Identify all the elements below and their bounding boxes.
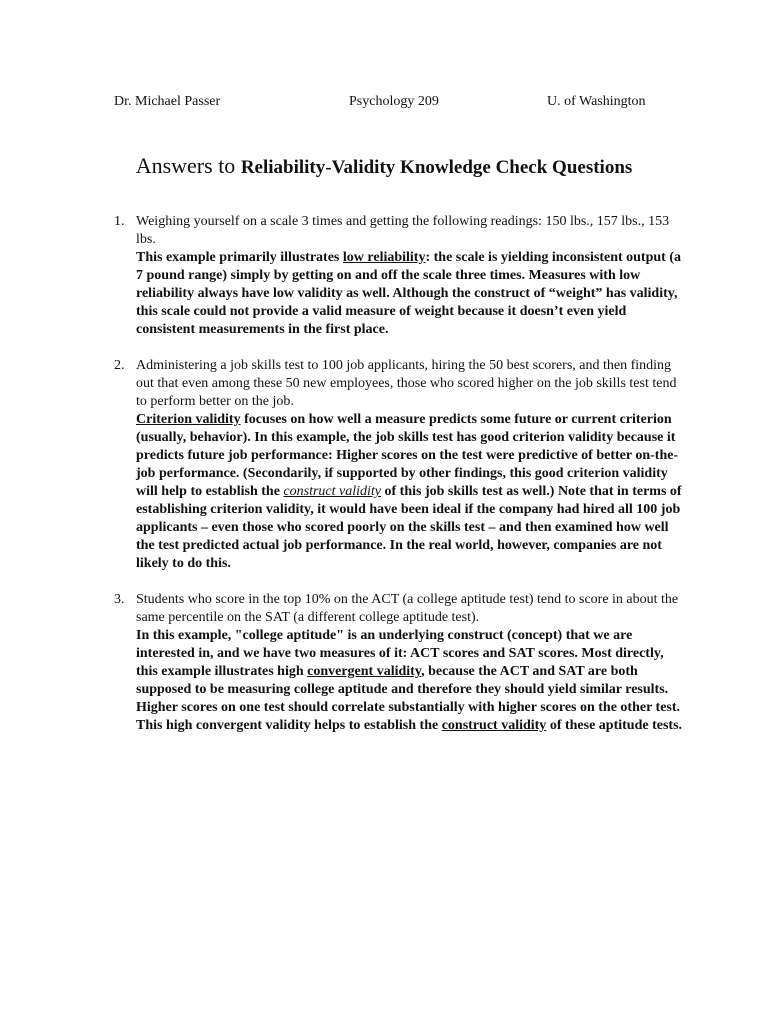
header-school: U. of Washington [547, 94, 646, 109]
question-item-3 [114, 591, 684, 735]
answer-text [136, 249, 684, 339]
question-text: Administering a job skills test to 100 job applicants, hiring the 50 best scorers, and then finding out that even among these 50 new employees, those who scored higher on the job skills test tend to perform better on the job. [136, 358, 677, 409]
title-bold: Reliability-Validity Knowledge Check Questions [240, 157, 633, 178]
answer-part: focuses on how well a measure predicts some future or current criterion (usually, behavior). In this example, the job skills test has good criterion validity because it predicts future job performance: Higher scores on the test were predictive of better on-the-job performance. (Secondarily, if supported by other findings, this good criterion validity will help to establish the [136, 412, 679, 499]
answer-part: , because the ACT and SAT are both supposed to be measuring college aptitude and therefore they should yield similar results. Higher scores on one test should correlate substantially with higher scores on the other test. This high convergent validity helps to establish the [136, 664, 681, 733]
question-text: Weighing yourself on a scale 3 times and getting the following readings: 150 lbs., 157 lbs., 153 lbs. [136, 214, 670, 247]
answer-text [136, 411, 684, 573]
answer-part: This example primarily illustrates [136, 250, 343, 265]
question-item-1 [114, 213, 684, 339]
question-number: 1. [114, 214, 125, 229]
answer-part: of this job skills test as well.) Note that in terms of establishing criterion validity, it would have been ideal if the company had hired all 100 job applicants – even those who scored poorly on the skills test – and then examined how well the test predicted actual job performance. In the real world, however, companies are not likely to do this. [136, 484, 682, 571]
page-title [0, 152, 768, 182]
question-item-2 [114, 357, 684, 573]
header-author: Dr. Michael Passer [114, 94, 221, 109]
question-text: Students who score in the top 10% on the ACT (a college aptitude test) tend to score in about the same percentile on the SAT (a different college aptitude test). [136, 592, 679, 625]
answer-text [136, 627, 684, 735]
answer-term-construct-validity: construct validity [283, 484, 381, 499]
question-number: 3. [114, 592, 125, 607]
answer-term-criterion-validity: Criterion validity [136, 412, 241, 427]
question-number: 2. [114, 358, 125, 373]
answer-part: of these aptitude tests. [546, 718, 683, 733]
answer-term-construct-validity: construct validity [441, 718, 547, 733]
answer-part: In this example, "college aptitude" is an underlying construct (concept) that we are interested in, and we have two measures of it: ACT scores and SAT scores. Most directly, this example illustrates high [136, 628, 664, 679]
answer-part: : the scale is yielding inconsistent output (a 7 pound range) simply by getting on and off the scale three times. Measures with low reliability always have low validity as well. Although the construct of “weight” has validity, this scale could not provide a valid measure of weight because it doesn’t even yield consistent measurements in the first place. [136, 250, 681, 337]
answer-term-convergent-validity: convergent validity [307, 664, 422, 679]
header-course: Psychology 209 [349, 94, 439, 109]
question-list [114, 213, 684, 735]
title-prefix: Answers to [135, 153, 241, 178]
answer-term-low-reliability: low reliability [342, 250, 426, 265]
